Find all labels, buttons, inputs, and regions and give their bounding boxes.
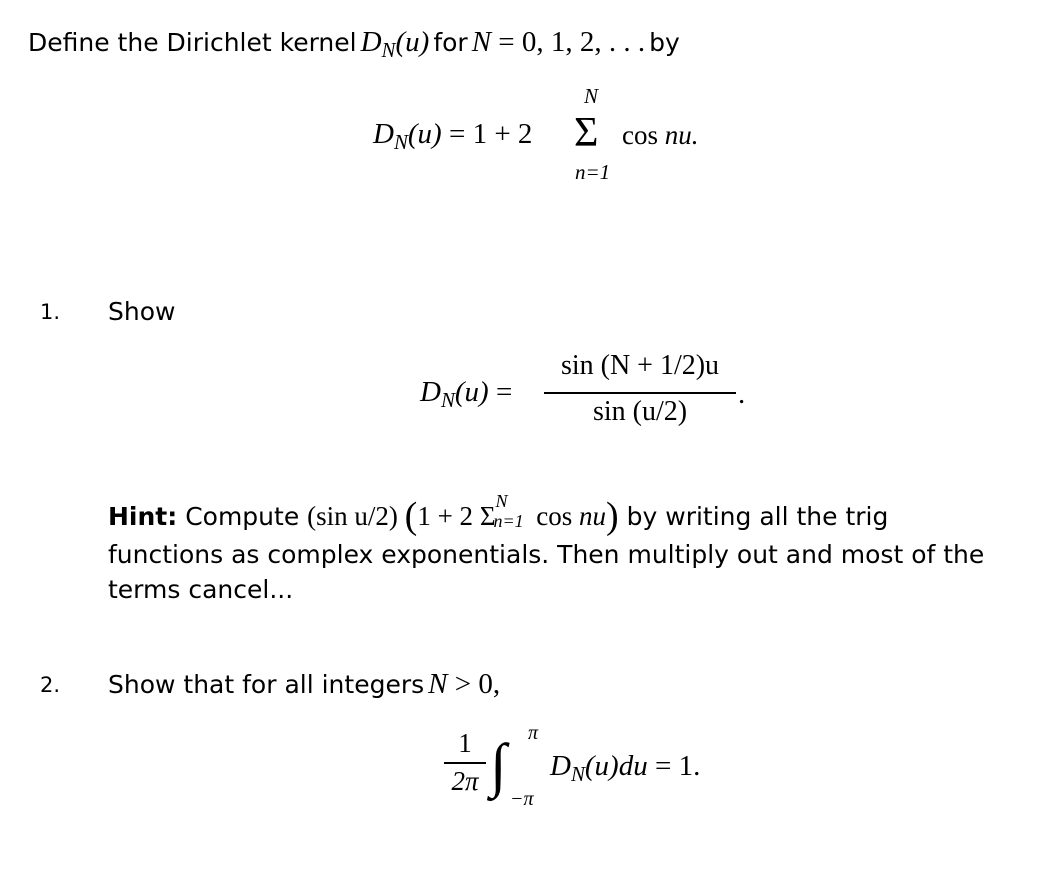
hint-compute: Compute [185, 502, 300, 531]
problem2-frac-den: 2π [451, 766, 479, 796]
definition-sum-lower: n=1 [575, 160, 611, 184]
intro-range: N = 0, 1, 2, . . . [471, 26, 646, 58]
integral-sign: ∫ [490, 732, 507, 798]
hint-label: Hint: [108, 502, 178, 531]
intro-by: by [649, 28, 680, 57]
problem1-label: Show [108, 297, 176, 326]
intro-line [28, 26, 680, 63]
hint-line-3: terms cancel... [108, 575, 294, 604]
hint-rest: by writing all the trig [626, 502, 889, 531]
definition-lhs: $D_N(u) = 1 + 2$ [373, 118, 533, 154]
problem1-number: 1. [40, 300, 61, 324]
problem1-numerator: sin (N + 1/2)u [560, 350, 720, 381]
intro-text: Define the Dirichlet kernel [28, 28, 357, 57]
problem1-denominator: sin (u/2) [592, 396, 688, 427]
definition-summand: cos nu. [622, 120, 699, 150]
problem1-lhs: $D_N(u)$ = [420, 376, 513, 412]
problem2-integrand: $D_N(u)du = 1$. [550, 750, 701, 786]
integral-lower-limit: −π [510, 788, 534, 810]
hint-expression: (sin u/2) (1 + 2 Σ N n=1 cos nu) [307, 491, 619, 537]
definition-sum-symbol: Σ [574, 110, 599, 156]
definition-sum-upper: N [584, 84, 599, 108]
integral-upper-limit: π [528, 722, 539, 744]
problem1-fraction-bar [544, 392, 736, 394]
hint-line-2: functions as complex exponentials. Then multiply out and most of the [108, 540, 985, 569]
hint-line-1 [108, 491, 889, 538]
problem2-fraction-bar [444, 762, 486, 764]
problem2-condition: N > 0, [428, 668, 501, 700]
problem2-label: Show that for all integers [108, 670, 425, 699]
intro-kernel: $D_N(u)$ [360, 26, 430, 62]
intro-for: for [433, 28, 468, 57]
problem1-period: . [738, 378, 746, 410]
problem2-frac-num: 1 [458, 728, 472, 758]
problem2-statement [108, 668, 500, 701]
problem2-number: 2. [40, 673, 61, 697]
